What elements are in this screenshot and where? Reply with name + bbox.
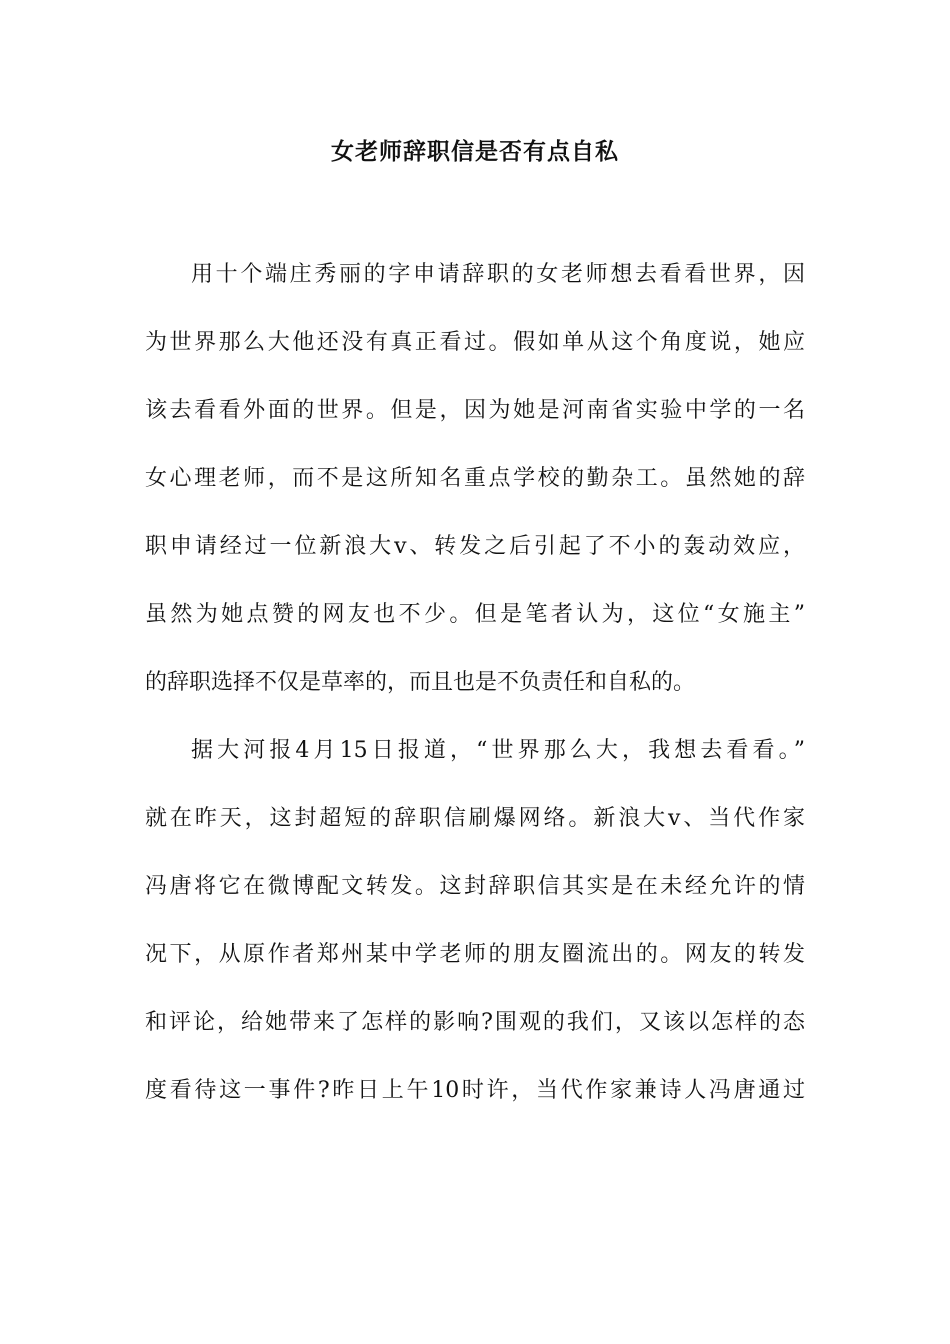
text-line: 度看待这一事件?昨日上午10时许，当代作家兼诗人冯唐通过 [145,1078,805,1103]
text-line: 就在昨天，这封超短的辞职信刷爆网络。新浪大v、当代作家 [145,806,805,831]
text-line: 况下，从原作者郑州某中学老师的朋友圈流出的。网友的转发 [145,942,805,967]
text-line: 用十个端庄秀丽的字申请辞职的女老师想去看看世界，因 [191,262,805,287]
text-line: 为世界那么大他还没有真正看过。假如单从这个角度说，她应 [145,330,805,355]
text-line: 虽然为她点赞的网友也不少。但是笔者认为，这位“女施主” [145,602,805,627]
text-line: 和评论，给她带来了怎样的影响?围观的我们，又该以怎样的态 [145,1010,805,1035]
text-line: 女心理老师，而不是这所知名重点学校的勤杂工。虽然她的辞 [145,466,805,491]
text-line: 的辞职选择不仅是草率的，而且也是不负责任和自私的。 [145,670,696,695]
document-title: 女老师辞职信是否有点自私 [331,138,619,165]
text-line: 该去看看外面的世界。但是，因为她是河南省实验中学的一名 [145,398,805,423]
paragraph [145,731,805,1139]
text-line: 据大河报4月15日报道，“世界那么大，我想去看看。” [191,738,805,763]
text-line: 冯唐将它在微博配文转发。这封辞职信其实是在未经允许的情 [145,874,805,899]
paragraph [145,255,805,731]
document-body [145,255,805,1139]
text-line: 职申请经过一位新浪大v、转发之后引起了不小的轰动效应， [145,534,805,559]
